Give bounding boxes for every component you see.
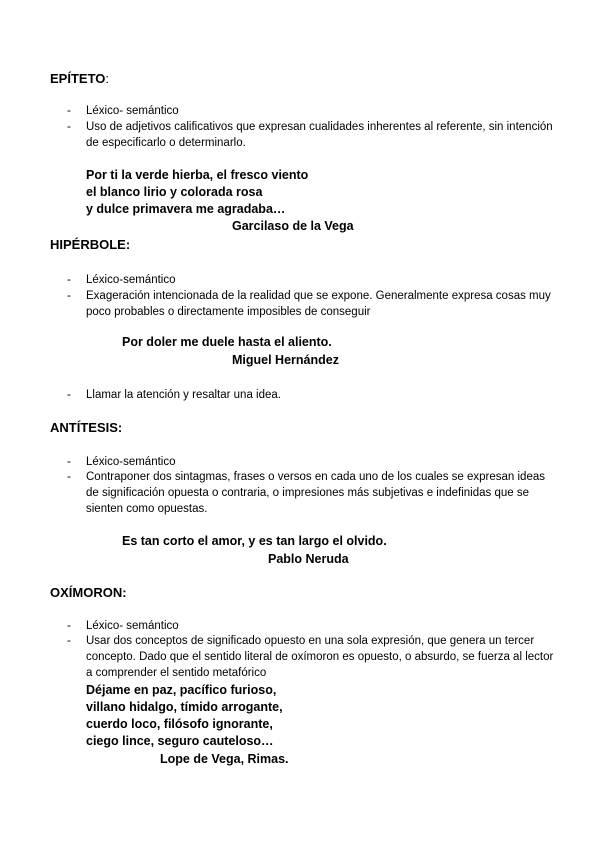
list-item-text: Léxico- semántico	[86, 620, 179, 632]
bullet-dash: -	[67, 635, 71, 647]
quote-line: cuerdo loco, filósofo ignorante,	[86, 717, 273, 731]
list-item-text: Léxico- semántico	[86, 105, 179, 117]
list-item-text: Usar dos conceptos de significado opuesto en una sola expresión, que genera un tercer concepto. Dado que el sentido literal de oxímoron es opuesto, o absurdo, se fuerza al lector a comprender el sentido metafórico	[86, 635, 554, 679]
list-item-text: Exageración intencionada de la realidad que se expone. Generalmente expresa cosas muy poco probables o directamente imposibles de conseguir	[86, 290, 551, 318]
quote-author: Lope de Vega, Rimas.	[160, 752, 289, 766]
quote-line: Es tan corto el amor, y es tan largo el olvido.	[122, 534, 387, 548]
list-item-text: Uso de adjetivos calificativos que expresan cualidades inherentes al referente, sin intención de especificarlo o determinarlo.	[86, 121, 553, 149]
list-item-text: Léxico-semántico	[86, 274, 176, 286]
bullet-dash: -	[67, 471, 71, 483]
quote-author: Garcilaso de la Vega	[232, 219, 354, 233]
section-title-hiperbole: HIPÉRBOLE:	[50, 237, 131, 252]
bullet-dash: -	[67, 456, 71, 468]
quote-line: y dulce primavera me agradaba…	[86, 202, 286, 216]
quote-line: Déjame en paz, pacífico furioso,	[86, 683, 277, 697]
bullet-dash: -	[67, 105, 71, 117]
section-title-epiteto: EPÍTETO:	[50, 71, 110, 86]
section-title-oximoron: OXÍMORON:	[50, 585, 127, 600]
bullet-dash: -	[67, 121, 71, 133]
list-item-text: Léxico-semántico	[86, 456, 176, 468]
bullet-dash: -	[67, 389, 71, 401]
list-item-text: Contraponer dos sintagmas, frases o versos en cada uno de los cuales se expresan ideas de significación opuesta o contraria, o impresiones más subjetivas e indefinidas que se sienten como opuestas.	[86, 471, 545, 515]
quote-line: villano hidalgo, tímido arrogante,	[86, 700, 283, 714]
quote-line: Por ti la verde hierba, el fresco viento	[86, 168, 309, 182]
quote-author: Miguel Hernández	[232, 353, 339, 367]
list-item-text: Llamar la atención y resaltar una idea.	[86, 389, 281, 401]
quote-line: ciego lince, seguro cauteloso…	[86, 734, 274, 748]
quote-author: Pablo Neruda	[268, 552, 349, 566]
quote-line: el blanco lirio y colorada rosa	[86, 185, 263, 199]
bullet-dash: -	[67, 620, 71, 632]
quote-line: Por doler me duele hasta el aliento.	[122, 335, 332, 349]
bullet-dash: -	[67, 274, 71, 286]
bullet-dash: -	[67, 290, 71, 302]
section-title-antitesis: ANTÍTESIS:	[50, 420, 123, 435]
